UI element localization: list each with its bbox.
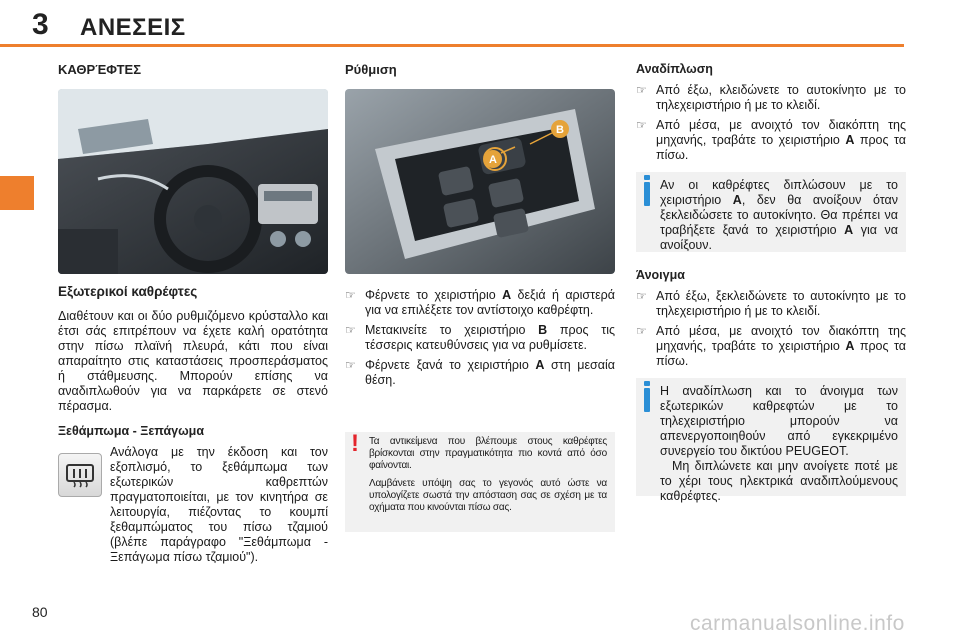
door-switch-illustration (345, 89, 615, 274)
pointing-hand-icon: ☞ (636, 118, 647, 132)
column-left (58, 62, 328, 565)
demist-block (58, 445, 328, 565)
warning-box (345, 432, 615, 532)
chapter-number: 3 (32, 8, 49, 41)
chapter-side-tab (0, 176, 34, 210)
info-box-remote (636, 378, 906, 503)
page-number: 80 (32, 604, 48, 620)
column-right-open (636, 268, 906, 374)
adjustment-steps (345, 288, 615, 388)
demist-title: Ξεθάμπωμα - Ξεπάγωμα (58, 424, 205, 438)
info-text-fold: Αν οι καθρέφτες διπλώσουν με το χειριστήριο A, δεν θα ανοίξουν όταν ξεκλειδώσετε το αυτοκίνητο. Θα πρέπει να τραβήξετε ξανά το χειριστήριο A για να ανοίξουν. (660, 178, 898, 252)
info-icon (644, 381, 650, 386)
list-item: ☞ Από μέσα, με ανοιχτό τον διακόπτη της μηχανής, τραβάτε το χειριστήριο A προς τα πίσω. (636, 324, 906, 368)
info-box-fold (636, 172, 906, 252)
interior-dashboard-photo (58, 89, 328, 274)
exterior-mirrors-title: Εξωτερικοί καθρέφτες (58, 284, 198, 299)
adjustment-title: Ρύθμιση (345, 62, 397, 77)
fold-steps (636, 83, 906, 163)
fold-title: Αναδίπλωση (636, 62, 713, 76)
dashboard-illustration (58, 89, 328, 274)
label-a: A (489, 154, 497, 166)
list-item: ☞ Από έξω, ξεκλειδώνετε το αυτοκίνητο με το τηλεχειριστήριο ή με το κλειδί. (636, 289, 906, 318)
rear-demist-icon (58, 453, 102, 497)
warning-text-1: Τα αντικείμενα που βλέπουμε στους καθρέφτες βρίσκονται στην πραγματικότητα πιο κοντά από όσο φαίνονται. (369, 436, 607, 471)
warning-text-2: Λαμβάνετε υπόψη σας το γεγονός αυτό ώστε να υπολογίζετε σωστά την απόσταση σας σε σχέση με τα οχήματα που κινούνται πίσω σας. (369, 478, 607, 513)
column-middle (345, 62, 615, 393)
info-icon (644, 175, 650, 180)
exterior-mirrors-text: Διαθέτουν και οι δύο ρυθμιζόμενο κρύσταλλο και έτσι σάς επιτρέπουν να έχετε καλή ορατότητα στην πίσω πλαϊνή πλευρά, κάτι που είναι απαραίτητο στις καταστάσεις προσπεράσματος ή στάθμευσης. Μπορούν επίσης να αναδιπλωθούν για να παρκάρετε σε στενό πέρασμα. (58, 309, 328, 413)
info-text-remote-1: Η αναδίπλωση και το άνοιγμα των εξωτερικών καθρεφτών με το τηλεχειριστήριο μπορούν να απενεργοποιηθούν από εγκεκριμένο συνεργείο του δικτύου PEUGEOT. (660, 384, 898, 458)
pointing-hand-icon: ☞ (636, 324, 647, 338)
list-item: ☞ Μετακινείτε το χειριστήριο B προς τις τέσσερις κατευθύνσεις για να ρυθμίσετε. (345, 323, 615, 352)
column-right (636, 62, 906, 168)
open-steps (636, 289, 906, 369)
label-b: B (556, 124, 564, 136)
demist-text: Ανάλογα με την έκδοση και τον εξοπλισμό, το ξεθάμπωμα των εξωτερικών καθρεπτών πραγματοποιείται, με τον κινητήρα σε λειτουργία, πιέζοντας το κουμπί ξεθαμπώματος του πίσω τζαμιού (βλέπε παράγραφο "Ξεθάμπωμα - Ξεπάγωμα πίσω τζαμιού"). (110, 445, 328, 564)
list-item: ☞ Φέρνετε το χειριστήριο A δεξιά ή αριστερά για να επιλέξετε τον αντίστοιχο καθρέφτη. (345, 288, 615, 317)
info-text-remote-2: Μη διπλώνετε και μην ανοίγετε ποτέ με το χέρι τους ηλεκτρικά αναδιπλούμενους καθρέφτες. (660, 459, 898, 503)
open-title: Άνοιγμα (636, 268, 685, 282)
pointing-hand-icon: ☞ (636, 83, 647, 97)
pointing-hand-icon: ☞ (345, 323, 356, 337)
list-item: ☞ Φέρνετε ξανά το χειριστήριο A στη μεσαία θέση. (345, 358, 615, 387)
chapter-title: ΑΝΕΣΕΙΣ (80, 14, 186, 41)
pointing-hand-icon: ☞ (636, 289, 647, 303)
watermark: carmanualsonline.info (690, 612, 905, 635)
pointing-hand-icon: ☞ (345, 358, 356, 372)
exclamation-icon: ! (351, 430, 359, 457)
door-control-photo (345, 89, 615, 274)
list-item: ☞ Από μέσα, με ανοιχτό τον διακόπτη της μηχανής, τραβάτε το χειριστήριο A προς τα πίσω. (636, 118, 906, 162)
section-title-mirrors: ΚΑΘΡΈΦΤΕΣ (58, 62, 142, 77)
pointing-hand-icon: ☞ (345, 288, 356, 302)
header-rule (0, 44, 904, 47)
list-item: ☞ Από έξω, κλειδώνετε το αυτοκίνητο με το τηλεχειριστήριο ή με το κλειδί. (636, 83, 906, 112)
